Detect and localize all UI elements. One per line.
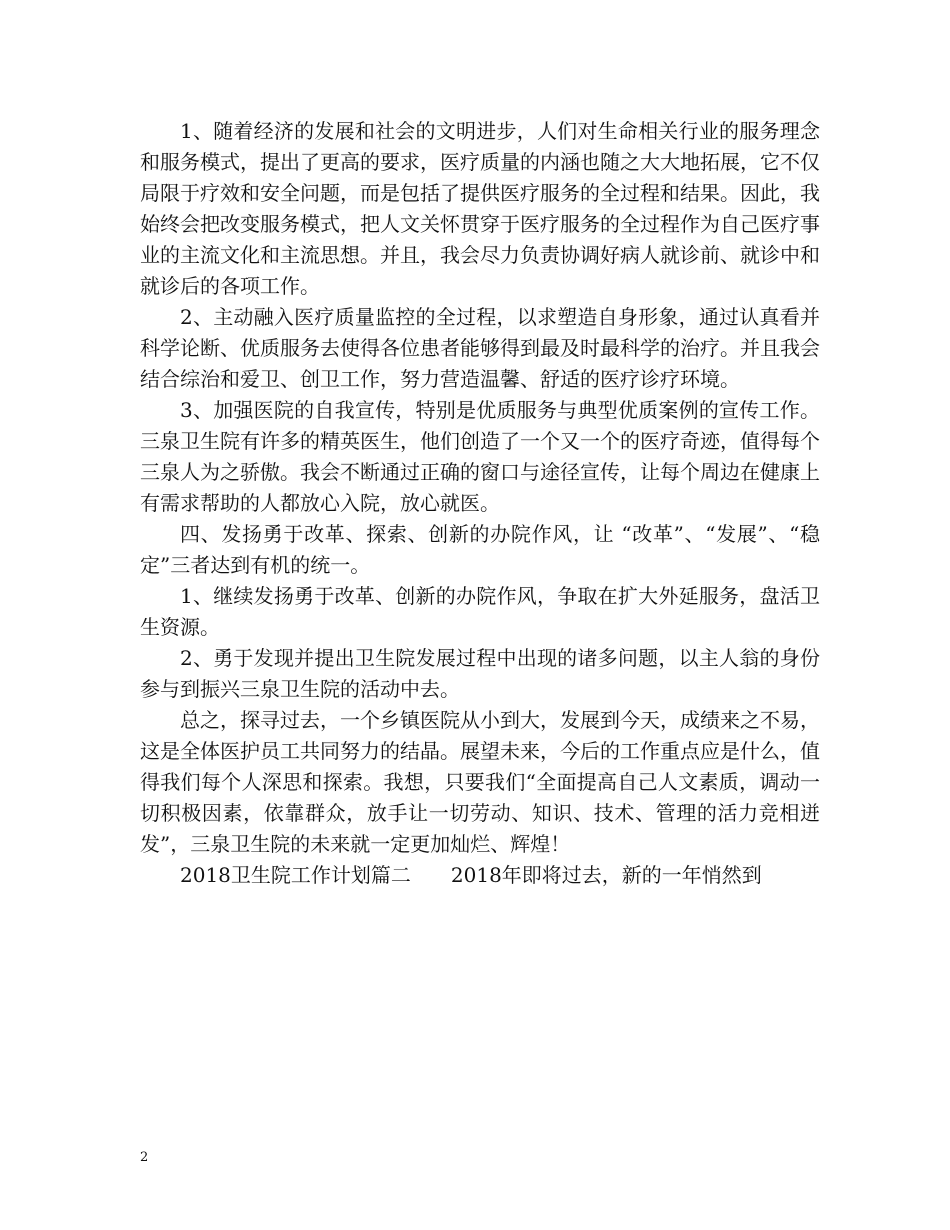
paragraph-3: 3、加强医院的自我宣传，特别是优质服务与典型优质案例的宣传工作。三泉卫生院有许多的精英医生，他们创造了一个又一个的医疗奇迹，值得每个三泉人为之骄傲。我会不断通过正确的窗口与途径宣传，让每个周边在健康上有需求帮助的人都放心入院，放心就医。 bbox=[140, 398, 820, 515]
paragraph-5: 1、继续发扬勇于改革、创新的办院作风，争取在扩大外延服务，盘活卫生资源。 bbox=[140, 584, 820, 639]
page-number: 2 bbox=[140, 1150, 149, 1165]
paragraph-2: 2、主动融入医疗质量监控的全过程，以求塑造自身形象，通过认真看并科学论断、优质服务去使得各位患者能够得到最及时最科学的治疗。并且我会结合综治和爱卫、创卫工作，努力营造温馨、舒适的医疗诊疗环境。 bbox=[140, 305, 820, 391]
paragraph-7: 总之，探寻过去，一个乡镇医院从小到大，发展到今天，成绩来之不易，这是全体医护员工共同努力的结晶。展望未来，今后的工作重点应是什么，值得我们每个人深思和探索。我想，只要我们“全面提高自己人文素质，调动一切积极因素，依靠群众，放手让一切劳动、知识、技术、管理的活力竞相迸发”，三泉卫生院的未来就一定更加灿烂、辉煌！ bbox=[140, 708, 820, 856]
paragraph-4: 四、发扬勇于改革、探索、创新的办院作风，让 “改革”、“发展”、“稳定”三者达到有机的统一。 bbox=[140, 522, 820, 577]
paragraph-1: 1、随着经济的发展和社会的文明进步，人们对生命相关行业的服务理念和服务模式，提出了更高的要求，医疗质量的内涵也随之大大地拓展，它不仅局限于疗效和安全问题，而是包括了提供医疗服务的全过程和结果。因此，我始终会把改变服务模式，把人文关怀贯穿于医疗服务的全过程作为自己医疗事业的主流文化和主流思想。并且，我会尽力负责协调好病人就诊前、就诊中和就诊后的各项工作。 bbox=[140, 119, 820, 298]
paragraph-8: 2018卫生院工作计划篇二 2018年即将过去，新的一年悄然到 bbox=[180, 863, 762, 887]
paragraph-6: 2、勇于发现并提出卫生院发展过程中出现的诸多问题，以主人翁的身份参与到振兴三泉卫生院的活动中去。 bbox=[140, 646, 820, 701]
document-body bbox=[140, 116, 820, 891]
